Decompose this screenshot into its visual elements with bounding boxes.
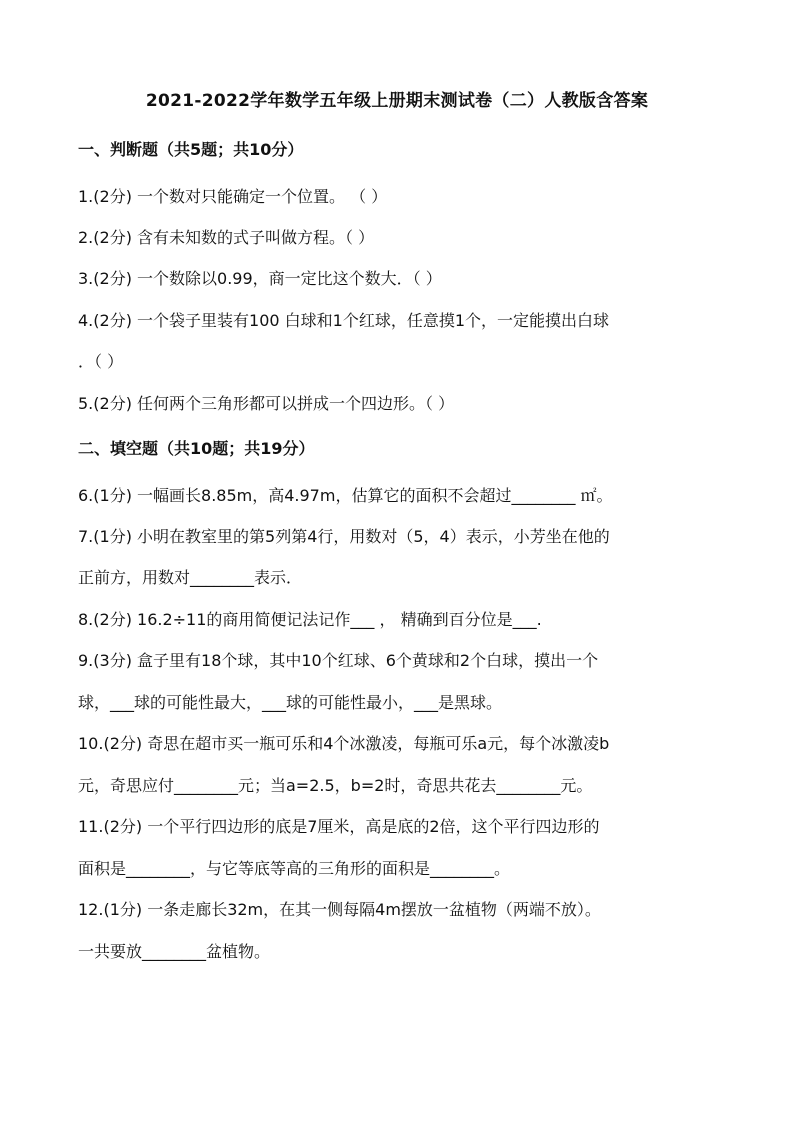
question-12-line-1: 12.(1分) 一条走廊长32m，在其一侧每隔4m摆放一盆植物（两端不放）。: [78, 900, 601, 919]
question-10-line-1: 10.(2分) 奇思在超市买一瓶可乐和4个冰激凌，每瓶可乐a元，每个冰激凌b: [78, 734, 610, 753]
question-2: 2.(2分) 含有未知数的式子叫做方程。（ ）: [78, 228, 375, 247]
question-11-line-1: 11.(2分) 一个平行四边形的底是7厘米，高是底的2倍，这个平行四边形的: [78, 817, 600, 836]
section-heading-judgement: 一、判断题（共5题；共10分）: [78, 140, 304, 159]
question-6: 6.(1分) 一幅画长8.85m，高4.97m，估算它的面积不会超过________ ㎡。: [78, 486, 613, 505]
question-9-line-2: 球，___球的可能性最大，___球的可能性最小，___是黑球。: [78, 693, 503, 712]
question-7-line-2: 正前方，用数对________表示．: [78, 568, 303, 587]
question-8: 8.(2分) 16.2÷11的商用简便记法记作___ ， 精确到百分位是___.: [78, 610, 542, 629]
question-11-line-2: 面积是________，与它等底等高的三角形的面积是________。: [78, 859, 511, 878]
question-1: 1.(2分) 一个数对只能确定一个位置。 （ ）: [78, 187, 388, 206]
question-3: 3.(2分) 一个数除以0.99，商一定比这个数大．（ ）: [78, 269, 442, 288]
question-7-line-1: 7.(1分) 小明在教室里的第5列第4行，用数对（5，4）表示，小芳坐在他的: [78, 527, 610, 546]
question-4-line-2: ．（ ）: [78, 352, 124, 371]
question-9-line-1: 9.(3分) 盒子里有18个球，其中10个红球、6个黄球和2个白球，摸出一个: [78, 651, 599, 670]
section-heading-fill-blank: 二、填空题（共10题；共19分）: [78, 439, 315, 458]
question-5: 5.(2分) 任何两个三角形都可以拼成一个四边形。（ ）: [78, 394, 455, 413]
page-title: 2021-2022学年数学五年级上册期末测试卷（二）人教版含答案: [145, 91, 649, 111]
question-12-line-2: 一共要放________盆植物。: [78, 942, 271, 961]
question-4-line-1: 4.(2分) 一个袋子里装有100 白球和1个红球，任意摸1个，一定能摸出白球: [78, 311, 610, 330]
question-10-line-2: 元，奇思应付________元；当a=2.5，b=2时，奇思共花去________元。: [78, 776, 593, 795]
